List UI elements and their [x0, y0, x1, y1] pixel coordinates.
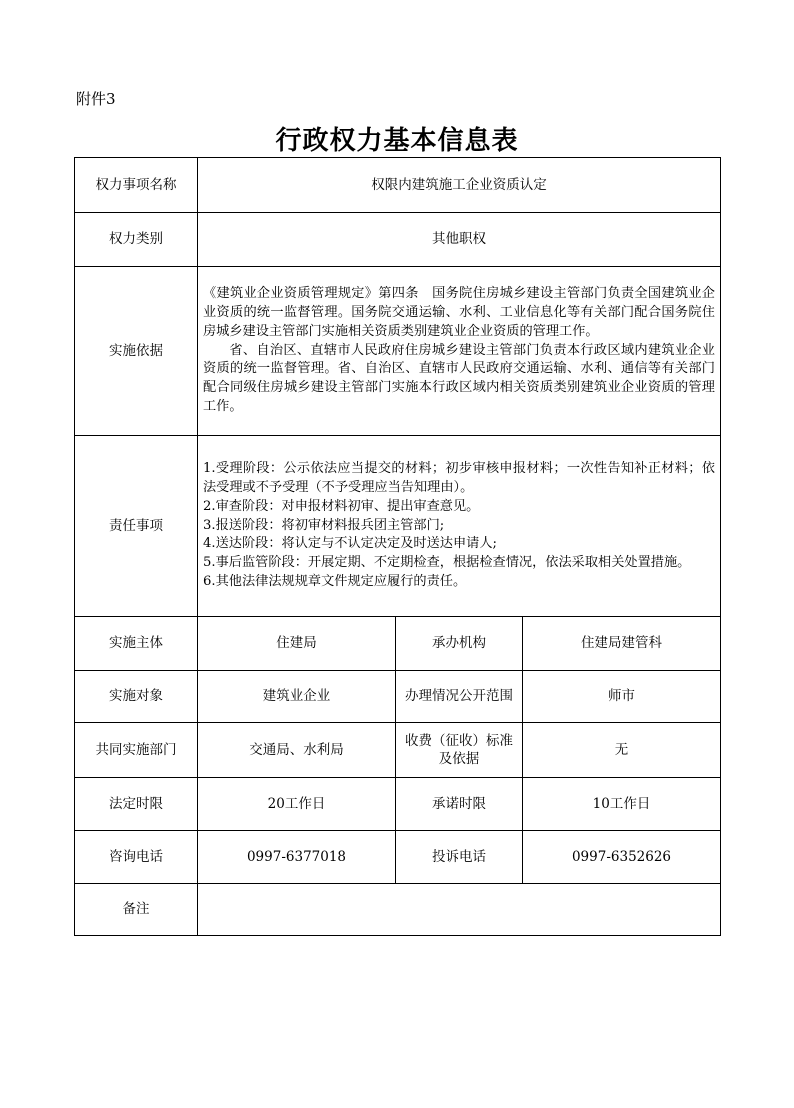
legal-time-limit-value: 20工作日	[198, 778, 396, 831]
responsibility-text	[198, 436, 721, 617]
joint-department-value: 交通局、水利局	[198, 723, 396, 778]
handling-agency-value: 住建局建管科	[523, 617, 721, 671]
fee-standard-label-line1: 收费（征收）标准	[405, 732, 513, 749]
object-label: 实施对象	[75, 671, 198, 723]
responsibility-item: 1.受理阶段：公示依法应当提交的材料；初步审核申报材料；一次性告知补正材料；依法受理或不予受理（不予受理应当告知理由）。	[203, 461, 715, 496]
complaint-phone-value: 0997-6352626	[523, 831, 721, 884]
power-name-value: 权限内建筑施工企业资质认定	[198, 158, 721, 213]
handling-agency-label: 承办机构	[396, 617, 523, 671]
basis-paragraph-2: 省、自治区、直辖市人民政府住房城乡建设主管部门负责本行政区域内建筑业企业资质的统一监督管理。省、自治区、直辖市人民政府交通运输、水利、通信等有关部门配合同级住房城乡建设主管部门实施本行政区域内相关资质类别建筑业企业资质的管理工作。	[203, 342, 715, 414]
disclosure-scope-label: 办理情况公开范围	[396, 671, 523, 723]
subject-value: 住建局	[198, 617, 396, 671]
remarks-value	[198, 884, 721, 936]
legal-time-limit-label: 法定时限	[75, 778, 198, 831]
row-basis	[75, 267, 721, 436]
object-value: 建筑业企业	[198, 671, 396, 723]
row-time-limit	[75, 778, 721, 831]
joint-department-label: 共同实施部门	[75, 723, 198, 778]
remarks-label: 备注	[75, 884, 198, 936]
row-remarks	[75, 884, 721, 936]
consult-phone-value: 0997-6377018	[198, 831, 396, 884]
consult-phone-label: 咨询电话	[75, 831, 198, 884]
basis-text	[198, 267, 721, 436]
page-title: 行政权力基本信息表	[275, 126, 519, 156]
subject-label: 实施主体	[75, 617, 198, 671]
basis-paragraph-1: 《建筑业企业资质管理规定》第四条 国务院住房城乡建设主管部门负责全国建筑业企业资质的统一监督管理。国务院交通运输、水利、工业信息化等有关部门配合国务院住房城乡建设主管部门实施相关资质类别建筑业企业资质的管理工作。	[203, 286, 715, 339]
promised-time-limit-label: 承诺时限	[396, 778, 523, 831]
promised-time-limit-value: 10工作日	[523, 778, 721, 831]
responsibility-item: 6.其他法律法规规章文件规定应履行的责任。	[203, 573, 467, 589]
row-power-category	[75, 213, 721, 267]
row-object	[75, 671, 721, 723]
responsibility-item: 2.审查阶段：对申报材料初审、提出审查意见。	[203, 498, 480, 514]
responsibility-label: 责任事项	[75, 436, 198, 617]
disclosure-scope-value: 师市	[523, 671, 721, 723]
responsibility-item: 3.报送阶段：将初审材料报兵团主管部门;	[203, 517, 445, 533]
responsibility-item: 5.事后监管阶段：开展定期、不定期检查，根据检查情况，依法采取相关处置措施。	[203, 555, 691, 571]
basis-label: 实施依据	[75, 267, 198, 436]
complaint-phone-label: 投诉电话	[396, 831, 523, 884]
fee-standard-value: 无	[523, 723, 721, 778]
row-phone	[75, 831, 721, 884]
power-name-label: 权力事项名称	[75, 158, 198, 213]
row-power-name	[75, 158, 721, 213]
row-responsibility	[75, 436, 721, 617]
fee-standard-label-line2: 及依据	[438, 751, 480, 767]
power-category-label: 权力类别	[75, 213, 198, 267]
fee-standard-label	[396, 723, 523, 778]
power-category-value: 其他职权	[198, 213, 721, 267]
row-subject	[75, 617, 721, 671]
responsibility-item: 4.送达阶段：将认定与不认定决定及时送达申请人;	[203, 536, 497, 552]
info-table	[74, 157, 721, 936]
row-joint	[75, 723, 721, 778]
attachment-label: 附件3	[76, 90, 116, 108]
